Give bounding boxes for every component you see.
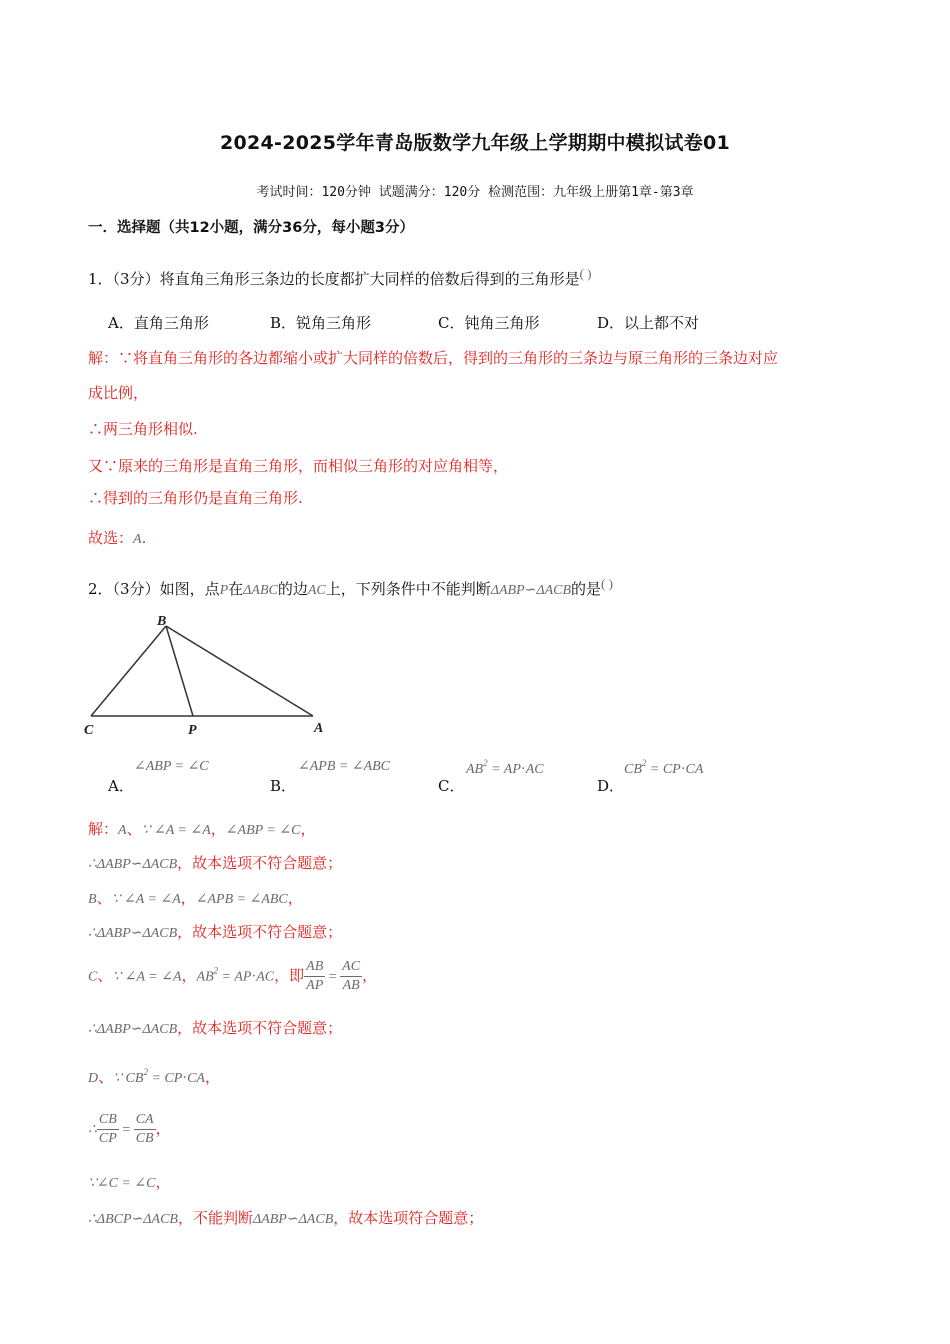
edge-bc	[91, 626, 166, 716]
sol-text: ，	[362, 966, 378, 985]
sol-text: ，故本选项不符合题意；	[177, 923, 343, 941]
edge-ba	[166, 626, 313, 716]
q2-option-d-tail: = CP⋅CA	[646, 762, 704, 777]
q2-option-c-tail: = AP⋅AC	[487, 762, 544, 777]
sol-math: ∵ ∠A = ∠A	[141, 823, 211, 838]
q2-option-b-math: ∠APB = ∠ABC	[298, 759, 391, 774]
q2-option-b-letter: B．	[270, 777, 297, 795]
sol-text: ，	[180, 889, 196, 907]
q2-option-d-exp: 2	[641, 758, 647, 768]
sol-exponent: 2	[143, 1067, 148, 1077]
q1-solution-line5: ∴得到的三角形仍是直角三角形.	[88, 489, 303, 507]
sol-text: 、	[126, 820, 142, 838]
q1-solution-line2: 成比例，	[88, 384, 149, 402]
q2-stem	[88, 576, 613, 599]
q2-stem-part: 的边	[277, 580, 308, 598]
frac-den: CP	[98, 1131, 117, 1146]
q1-solution-line3: ∴两三角形相似.	[88, 420, 198, 438]
q2-stem-part: 在	[228, 580, 244, 598]
sol-math: ΔABP∽ΔACB	[252, 1212, 334, 1227]
sol-math: = CP⋅CA	[147, 1071, 205, 1086]
frac-num: AB	[304, 958, 325, 977]
frac-num: CB	[97, 1111, 119, 1130]
q1-answer-suffix: .	[141, 529, 147, 547]
frac-den: AP	[306, 978, 324, 993]
frac-num: CA	[134, 1111, 156, 1130]
sol-text: ，故本选项符合题意；	[333, 1209, 484, 1227]
page-title: 2024-2025学年青岛版数学九年级上学期期中模拟试卷01	[219, 132, 731, 154]
q1-option-a: A．直角三角形	[108, 314, 209, 332]
q2-option-a-math: ∠ABP = ∠C	[134, 759, 209, 774]
q2-option-c-base: AB	[466, 762, 484, 777]
q1-answer-letter: A	[133, 532, 142, 547]
q2-option-c-letter: C．	[438, 777, 465, 795]
q2-sol-line-b1	[88, 887, 303, 908]
frac-num: AC	[340, 958, 362, 977]
q2-option-d-math	[624, 758, 703, 778]
q2-stem-triangle: ΔABC	[243, 583, 278, 598]
q1-paren: ( )	[579, 266, 592, 281]
sol-math: D	[88, 1071, 99, 1086]
sol-math: ∵ ∠A = ∠A	[111, 892, 181, 907]
q2-paren: ( )	[601, 576, 613, 591]
q2-option-d-base: CB	[624, 762, 642, 777]
q1-solution-line4: 又∵原来的三角形是直角三角形，而相似三角形的对应角相等，	[88, 457, 509, 475]
q1-option-c: C．钝角三角形	[438, 314, 540, 332]
label-c: C	[84, 723, 94, 738]
sol-text: ，	[155, 1173, 171, 1191]
sol-math: AB	[196, 969, 214, 985]
q2-sol-line-a2	[88, 852, 342, 873]
q1-option-d: D．以上都不对	[597, 314, 700, 332]
q1-stem-text: 1．（3分）将直角三角形三条边的长度都扩大同样的倍数后得到的三角形是	[88, 270, 580, 288]
sol-text: ，故本选项不符合题意；	[177, 854, 343, 872]
q1-solution-line1: 解：∵将直角三角形的各边都缩小或扩大同样的倍数后，得到的三角形的三条边与原三角形的三条边对应	[88, 349, 779, 367]
q2-stem-similarity: ΔABP∽ΔACB	[490, 583, 572, 598]
q2-option-d-letter: D．	[597, 777, 625, 795]
frac-cb-cp	[97, 1111, 119, 1148]
q1-answer	[88, 527, 146, 548]
sol-math: = AP⋅AC	[218, 969, 275, 985]
q2-stem-part: 的是	[571, 580, 602, 598]
sol-math: ∵ CB	[113, 1071, 144, 1086]
q2-option-a-letter: A．	[108, 777, 134, 795]
sol-math: ∠APB = ∠ABC	[195, 892, 288, 907]
sol-math: ∠ABP = ∠C	[225, 823, 301, 838]
frac-den: CB	[135, 1131, 154, 1146]
sol-text: ，	[181, 966, 197, 985]
q2-sol-line-d4	[88, 1207, 483, 1228]
frac-ac-ab	[340, 958, 362, 995]
q2-sol-line-d3	[88, 1171, 171, 1192]
q1-option-b: B．锐角三角形	[270, 314, 372, 332]
sol-text: 、	[96, 889, 112, 907]
q2-sol-line-c2	[88, 1017, 342, 1038]
q2-option-c-math	[466, 758, 544, 778]
q2-stem-point: P	[219, 583, 229, 598]
sol-text: ，	[210, 820, 226, 838]
q1-stem	[88, 266, 592, 289]
q2-sol-line-a1	[88, 818, 315, 839]
frac-ca-cb	[134, 1111, 156, 1148]
sol-math: B	[88, 892, 97, 907]
q2-stem-side: AC	[307, 583, 326, 598]
q2-sol-line-b2	[88, 921, 342, 942]
label-a: A	[314, 721, 324, 736]
sol-text: 解：	[88, 820, 119, 838]
q2-option-c-exp: 2	[483, 758, 488, 768]
sol-text: ，	[287, 889, 303, 907]
sol-text: 、	[97, 966, 113, 985]
sol-math: ∴	[88, 1122, 97, 1138]
triangle-figure	[80, 608, 340, 738]
sol-math: ∵∠C = ∠C	[88, 1176, 156, 1191]
sol-math: A	[118, 823, 127, 838]
sol-text: ，	[300, 820, 316, 838]
section-heading: 一．选择题（共12小题，满分36分，每小题3分）	[88, 220, 414, 236]
sol-text: ，即	[274, 966, 305, 985]
label-b: B	[157, 614, 167, 629]
sol-math: ∴ΔABP∽ΔACB	[88, 1022, 178, 1037]
sol-math: ∴ΔABP∽ΔACB	[88, 926, 178, 941]
q2-stem-part: 上，下列条件中不能判断	[325, 580, 491, 598]
sol-text: ，	[204, 1068, 220, 1086]
q2-sol-line-d2: ∴ $\frac{CB}{CP}$ = $\frac{CA}{CB}$ ，	[88, 1112, 171, 1146]
sol-text: 、	[98, 1068, 114, 1086]
sol-text: ，故本选项不符合题意；	[177, 1019, 343, 1037]
q2-stem-part: 2．（3分）如图，点	[88, 580, 220, 598]
frac-den: AB	[342, 978, 360, 993]
q2-sol-line-d1	[88, 1066, 220, 1087]
sol-math: ∴ΔBCP∽ΔACB	[88, 1212, 178, 1227]
sol-math: C	[88, 969, 98, 985]
frac-ab-ap	[304, 958, 325, 995]
exam-meta: 考试时间：120分钟 试题满分：120分 检测范围：九年级上册第1章-第3章	[256, 185, 694, 200]
sol-math: ∵ ∠A = ∠A	[112, 969, 182, 985]
sol-math: ∴ΔABP∽ΔACB	[88, 857, 178, 872]
sol-exponent: 2	[213, 965, 219, 976]
q2-sol-line-c1: C、∵ ∠A = ∠A，$AB^2 = AP\cdot AC$，即 $\frac{AB}{AP}$ = $\frac{AC}{AB}$ ，	[88, 959, 378, 993]
q1-answer-prefix: 故选：	[88, 529, 134, 547]
sol-text: ，	[155, 1119, 171, 1138]
sol-text: ，不能判断	[177, 1209, 253, 1227]
label-p: P	[188, 723, 197, 738]
